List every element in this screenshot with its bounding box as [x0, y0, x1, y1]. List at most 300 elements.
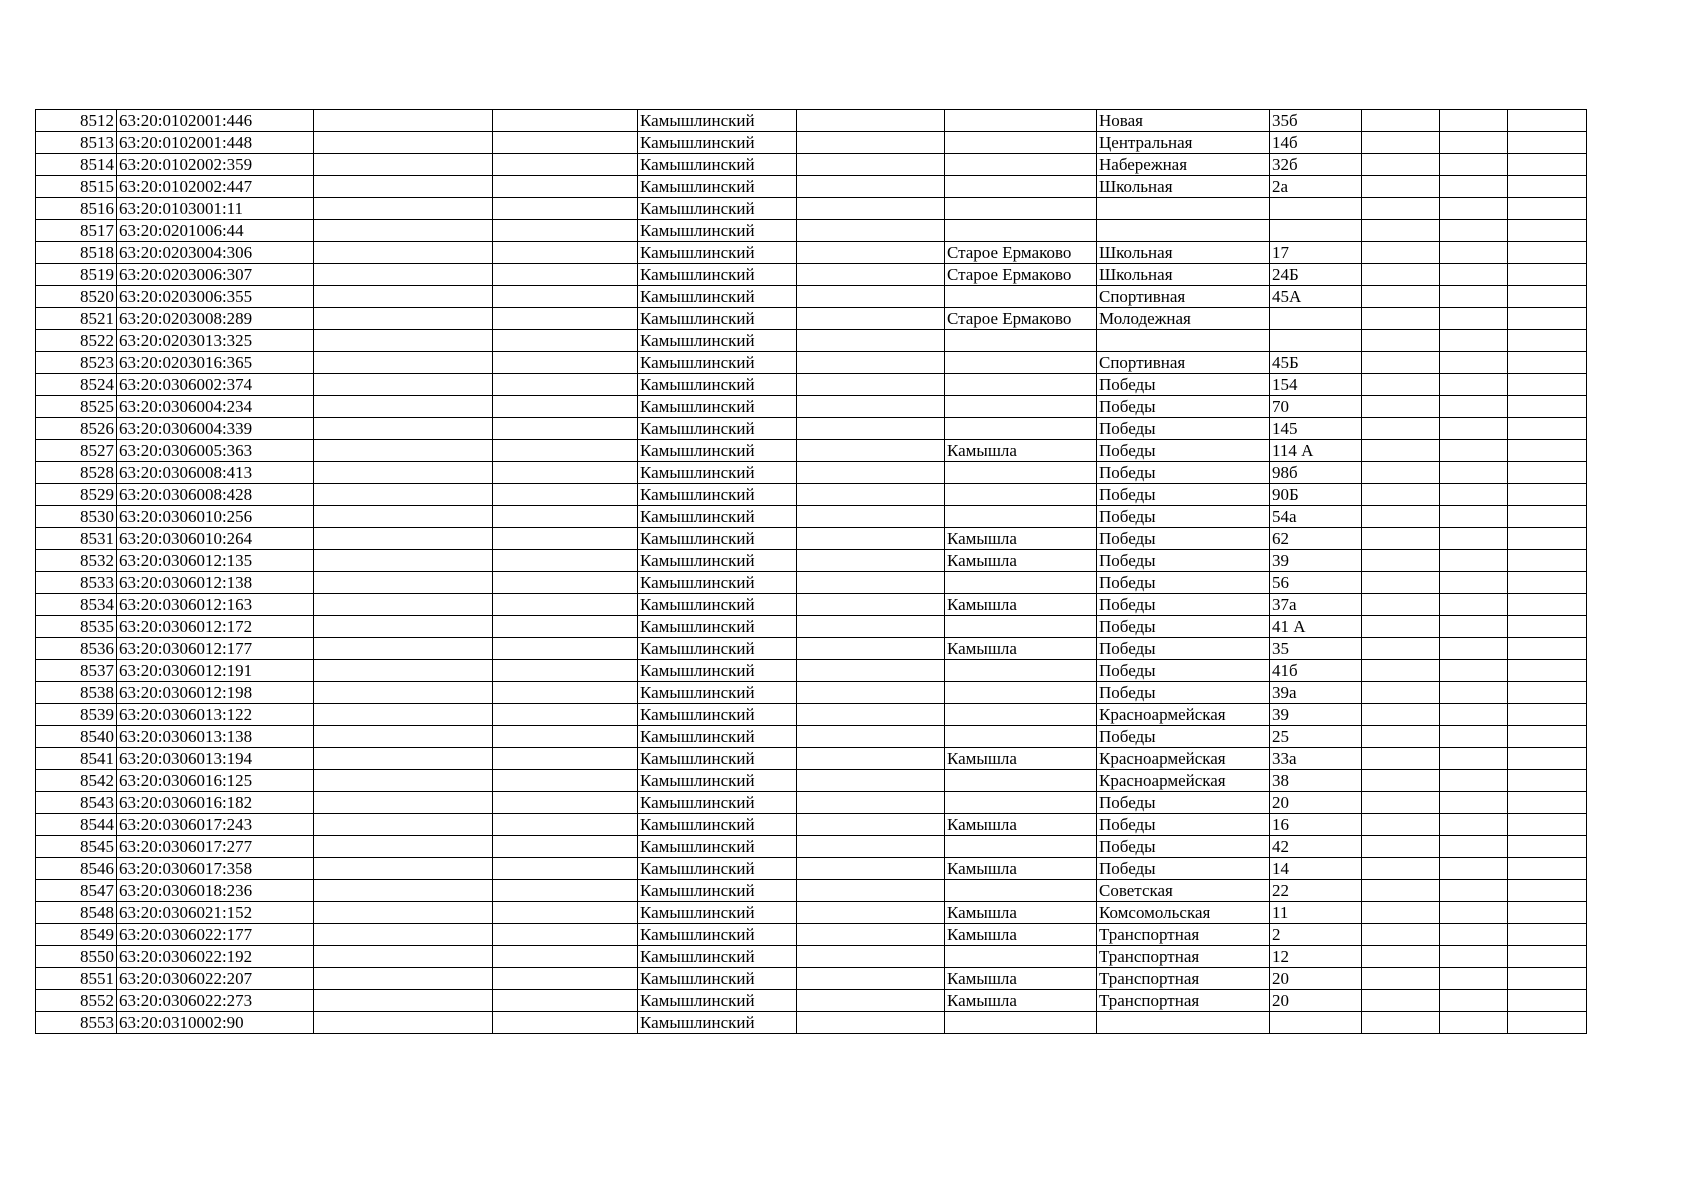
empty-cell	[314, 968, 493, 990]
cadastral-number-cell: 63:20:0306013:138	[117, 726, 314, 748]
empty-cell	[1440, 352, 1508, 374]
district-cell: Камышлинский	[638, 242, 797, 264]
empty-cell	[314, 506, 493, 528]
cadastral-number-cell: 63:20:0203008:289	[117, 308, 314, 330]
row-number-cell: 8521	[36, 308, 117, 330]
street-cell: Школьная	[1097, 264, 1270, 286]
cadastral-number-cell: 63:20:0306022:192	[117, 946, 314, 968]
cadastral-number-cell: 63:20:0306022:177	[117, 924, 314, 946]
empty-cell	[1440, 704, 1508, 726]
empty-cell	[1362, 308, 1440, 330]
empty-cell	[314, 1012, 493, 1034]
row-number-cell: 8516	[36, 198, 117, 220]
table-row	[36, 660, 1587, 682]
empty-cell	[1508, 396, 1587, 418]
empty-cell	[797, 308, 945, 330]
district-cell: Камышлинский	[638, 704, 797, 726]
street-cell: Победы	[1097, 550, 1270, 572]
house-number-cell: 33а	[1270, 748, 1362, 770]
empty-cell	[1508, 968, 1587, 990]
empty-cell	[314, 792, 493, 814]
locality-cell	[945, 836, 1097, 858]
empty-cell	[314, 572, 493, 594]
empty-cell	[493, 396, 638, 418]
table-row	[36, 440, 1587, 462]
empty-cell	[797, 110, 945, 132]
house-number-cell: 39а	[1270, 682, 1362, 704]
locality-cell	[945, 792, 1097, 814]
empty-cell	[1440, 220, 1508, 242]
house-number-cell: 2а	[1270, 176, 1362, 198]
house-number-cell: 41б	[1270, 660, 1362, 682]
district-cell: Камышлинский	[638, 902, 797, 924]
empty-cell	[797, 902, 945, 924]
cadastral-number-cell: 63:20:0201006:44	[117, 220, 314, 242]
locality-cell	[945, 880, 1097, 902]
empty-cell	[1508, 902, 1587, 924]
empty-cell	[1362, 1012, 1440, 1034]
empty-cell	[797, 550, 945, 572]
empty-cell	[1440, 616, 1508, 638]
table-row	[36, 946, 1587, 968]
empty-cell	[314, 264, 493, 286]
row-number-cell: 8530	[36, 506, 117, 528]
row-number-cell: 8534	[36, 594, 117, 616]
empty-cell	[493, 132, 638, 154]
empty-cell	[1362, 484, 1440, 506]
cadastral-number-cell: 63:20:0203016:365	[117, 352, 314, 374]
empty-cell	[1508, 616, 1587, 638]
cadastral-number-cell: 63:20:0306004:234	[117, 396, 314, 418]
locality-cell	[945, 770, 1097, 792]
table-row	[36, 286, 1587, 308]
empty-cell	[1508, 660, 1587, 682]
empty-cell	[1362, 792, 1440, 814]
empty-cell	[1508, 220, 1587, 242]
empty-cell	[797, 264, 945, 286]
locality-cell	[945, 572, 1097, 594]
empty-cell	[1508, 264, 1587, 286]
street-cell: Победы	[1097, 638, 1270, 660]
street-cell: Победы	[1097, 616, 1270, 638]
empty-cell	[797, 836, 945, 858]
empty-cell	[493, 726, 638, 748]
locality-cell	[945, 418, 1097, 440]
row-number-cell: 8526	[36, 418, 117, 440]
street-cell	[1097, 1012, 1270, 1034]
row-number-cell: 8544	[36, 814, 117, 836]
cadastral-number-cell: 63:20:0306012:172	[117, 616, 314, 638]
cadastral-number-cell: 63:20:0306016:125	[117, 770, 314, 792]
empty-cell	[493, 704, 638, 726]
empty-cell	[797, 814, 945, 836]
empty-cell	[493, 638, 638, 660]
street-cell: Победы	[1097, 374, 1270, 396]
empty-cell	[314, 594, 493, 616]
empty-cell	[314, 418, 493, 440]
empty-cell	[1440, 726, 1508, 748]
row-number-cell: 8540	[36, 726, 117, 748]
cadastral-number-cell: 63:20:0306017:243	[117, 814, 314, 836]
empty-cell	[797, 484, 945, 506]
district-cell: Камышлинский	[638, 770, 797, 792]
empty-cell	[1440, 770, 1508, 792]
house-number-cell: 35б	[1270, 110, 1362, 132]
cadastral-number-cell: 63:20:0306013:122	[117, 704, 314, 726]
empty-cell	[1362, 880, 1440, 902]
locality-cell: Камышла	[945, 814, 1097, 836]
table-row	[36, 704, 1587, 726]
locality-cell: Камышла	[945, 440, 1097, 462]
table-row	[36, 836, 1587, 858]
district-cell: Камышлинский	[638, 132, 797, 154]
cadastral-register-table	[35, 109, 1587, 1034]
empty-cell	[1508, 462, 1587, 484]
row-number-cell: 8524	[36, 374, 117, 396]
empty-cell	[1508, 308, 1587, 330]
empty-cell	[1362, 902, 1440, 924]
empty-cell	[1362, 264, 1440, 286]
empty-cell	[1440, 880, 1508, 902]
row-number-cell: 8552	[36, 990, 117, 1012]
empty-cell	[1362, 682, 1440, 704]
empty-cell	[493, 110, 638, 132]
house-number-cell	[1270, 220, 1362, 242]
locality-cell: Камышла	[945, 748, 1097, 770]
empty-cell	[1362, 352, 1440, 374]
empty-cell	[1508, 836, 1587, 858]
table-row	[36, 858, 1587, 880]
house-number-cell: 24Б	[1270, 264, 1362, 286]
empty-cell	[797, 220, 945, 242]
empty-cell	[314, 242, 493, 264]
street-cell	[1097, 198, 1270, 220]
empty-cell	[1362, 550, 1440, 572]
empty-cell	[314, 902, 493, 924]
cadastral-number-cell: 63:20:0306022:273	[117, 990, 314, 1012]
street-cell: Комсомольская	[1097, 902, 1270, 924]
table-row	[36, 1012, 1587, 1034]
district-cell: Камышлинский	[638, 836, 797, 858]
empty-cell	[314, 176, 493, 198]
district-cell: Камышлинский	[638, 616, 797, 638]
table-row	[36, 726, 1587, 748]
cadastral-number-cell: 63:20:0306021:152	[117, 902, 314, 924]
empty-cell	[1362, 924, 1440, 946]
locality-cell	[945, 330, 1097, 352]
table-row	[36, 528, 1587, 550]
cadastral-number-cell: 63:20:0306018:236	[117, 880, 314, 902]
row-number-cell: 8535	[36, 616, 117, 638]
empty-cell	[1440, 836, 1508, 858]
empty-cell	[1362, 110, 1440, 132]
table-row	[36, 374, 1587, 396]
row-number-cell: 8546	[36, 858, 117, 880]
empty-cell	[797, 352, 945, 374]
register-sheet	[35, 109, 1587, 1034]
empty-cell	[1362, 440, 1440, 462]
table-row	[36, 594, 1587, 616]
house-number-cell	[1270, 330, 1362, 352]
district-cell: Камышлинский	[638, 924, 797, 946]
district-cell: Камышлинский	[638, 286, 797, 308]
empty-cell	[314, 726, 493, 748]
street-cell: Центральная	[1097, 132, 1270, 154]
street-cell: Молодежная	[1097, 308, 1270, 330]
house-number-cell: 14б	[1270, 132, 1362, 154]
empty-cell	[493, 550, 638, 572]
row-number-cell: 8539	[36, 704, 117, 726]
row-number-cell: 8542	[36, 770, 117, 792]
district-cell: Камышлинский	[638, 440, 797, 462]
table-row	[36, 990, 1587, 1012]
locality-cell	[945, 484, 1097, 506]
row-number-cell: 8514	[36, 154, 117, 176]
empty-cell	[1440, 814, 1508, 836]
street-cell: Победы	[1097, 814, 1270, 836]
table-row	[36, 418, 1587, 440]
empty-cell	[797, 748, 945, 770]
empty-cell	[493, 902, 638, 924]
empty-cell	[1440, 132, 1508, 154]
empty-cell	[1440, 946, 1508, 968]
empty-cell	[1440, 176, 1508, 198]
locality-cell: Камышла	[945, 902, 1097, 924]
district-cell: Камышлинский	[638, 638, 797, 660]
empty-cell	[1440, 286, 1508, 308]
street-cell: Победы	[1097, 572, 1270, 594]
locality-cell	[945, 946, 1097, 968]
empty-cell	[493, 924, 638, 946]
empty-cell	[1440, 528, 1508, 550]
empty-cell	[797, 682, 945, 704]
empty-cell	[1508, 924, 1587, 946]
empty-cell	[493, 440, 638, 462]
house-number-cell: 37а	[1270, 594, 1362, 616]
cadastral-number-cell: 63:20:0102001:446	[117, 110, 314, 132]
cadastral-number-cell: 63:20:0203013:325	[117, 330, 314, 352]
empty-cell	[314, 220, 493, 242]
district-cell: Камышлинский	[638, 946, 797, 968]
empty-cell	[1440, 550, 1508, 572]
cadastral-number-cell: 63:20:0310002:90	[117, 1012, 314, 1034]
empty-cell	[314, 616, 493, 638]
locality-cell	[945, 220, 1097, 242]
empty-cell	[1508, 484, 1587, 506]
empty-cell	[797, 374, 945, 396]
table-row	[36, 968, 1587, 990]
locality-cell	[945, 726, 1097, 748]
district-cell: Камышлинский	[638, 748, 797, 770]
street-cell: Победы	[1097, 462, 1270, 484]
house-number-cell: 54а	[1270, 506, 1362, 528]
table-body	[36, 110, 1587, 1034]
empty-cell	[1362, 704, 1440, 726]
empty-cell	[493, 968, 638, 990]
locality-cell	[945, 1012, 1097, 1034]
row-number-cell: 8538	[36, 682, 117, 704]
empty-cell	[1362, 836, 1440, 858]
empty-cell	[1440, 154, 1508, 176]
empty-cell	[493, 418, 638, 440]
district-cell: Камышлинский	[638, 968, 797, 990]
empty-cell	[1440, 594, 1508, 616]
empty-cell	[1440, 242, 1508, 264]
street-cell: Победы	[1097, 484, 1270, 506]
street-cell: Красноармейская	[1097, 748, 1270, 770]
empty-cell	[1508, 550, 1587, 572]
empty-cell	[493, 990, 638, 1012]
locality-cell: Камышла	[945, 968, 1097, 990]
empty-cell	[1440, 792, 1508, 814]
cadastral-number-cell: 63:20:0306002:374	[117, 374, 314, 396]
empty-cell	[1362, 330, 1440, 352]
empty-cell	[1508, 440, 1587, 462]
table-row	[36, 484, 1587, 506]
empty-cell	[1362, 616, 1440, 638]
street-cell: Победы	[1097, 594, 1270, 616]
cadastral-number-cell: 63:20:0203004:306	[117, 242, 314, 264]
table-row	[36, 462, 1587, 484]
street-cell: Победы	[1097, 418, 1270, 440]
house-number-cell: 12	[1270, 946, 1362, 968]
cadastral-number-cell: 63:20:0306004:339	[117, 418, 314, 440]
street-cell	[1097, 220, 1270, 242]
house-number-cell: 32б	[1270, 154, 1362, 176]
cadastral-number-cell: 63:20:0306012:135	[117, 550, 314, 572]
empty-cell	[1362, 858, 1440, 880]
empty-cell	[797, 616, 945, 638]
table-row	[36, 132, 1587, 154]
empty-cell	[493, 748, 638, 770]
empty-cell	[314, 484, 493, 506]
cadastral-number-cell: 63:20:0306010:256	[117, 506, 314, 528]
district-cell: Камышлинский	[638, 506, 797, 528]
empty-cell	[1362, 220, 1440, 242]
empty-cell	[314, 946, 493, 968]
street-cell: Советская	[1097, 880, 1270, 902]
empty-cell	[1362, 286, 1440, 308]
empty-cell	[797, 242, 945, 264]
row-number-cell: 8513	[36, 132, 117, 154]
cadastral-number-cell: 63:20:0306013:194	[117, 748, 314, 770]
empty-cell	[1508, 638, 1587, 660]
empty-cell	[797, 330, 945, 352]
house-number-cell: 41 А	[1270, 616, 1362, 638]
empty-cell	[1508, 374, 1587, 396]
empty-cell	[1362, 528, 1440, 550]
locality-cell	[945, 396, 1097, 418]
empty-cell	[797, 770, 945, 792]
empty-cell	[1508, 1012, 1587, 1034]
empty-cell	[1440, 198, 1508, 220]
empty-cell	[1440, 902, 1508, 924]
house-number-cell: 20	[1270, 968, 1362, 990]
empty-cell	[1440, 308, 1508, 330]
empty-cell	[1362, 946, 1440, 968]
empty-cell	[797, 880, 945, 902]
empty-cell	[493, 528, 638, 550]
empty-cell	[797, 418, 945, 440]
empty-cell	[493, 858, 638, 880]
empty-cell	[1362, 968, 1440, 990]
table-row	[36, 396, 1587, 418]
row-number-cell: 8512	[36, 110, 117, 132]
cadastral-number-cell: 63:20:0102001:448	[117, 132, 314, 154]
empty-cell	[1508, 286, 1587, 308]
table-row	[36, 572, 1587, 594]
table-row	[36, 330, 1587, 352]
empty-cell	[797, 990, 945, 1012]
empty-cell	[314, 198, 493, 220]
street-cell: Набережная	[1097, 154, 1270, 176]
table-row	[36, 550, 1587, 572]
empty-cell	[314, 396, 493, 418]
locality-cell	[945, 616, 1097, 638]
street-cell: Победы	[1097, 858, 1270, 880]
empty-cell	[1440, 418, 1508, 440]
row-number-cell: 8536	[36, 638, 117, 660]
empty-cell	[1508, 594, 1587, 616]
row-number-cell: 8547	[36, 880, 117, 902]
empty-cell	[1362, 462, 1440, 484]
empty-cell	[1440, 1012, 1508, 1034]
table-row	[36, 748, 1587, 770]
house-number-cell	[1270, 1012, 1362, 1034]
empty-cell	[797, 924, 945, 946]
empty-cell	[1362, 418, 1440, 440]
house-number-cell: 154	[1270, 374, 1362, 396]
empty-cell	[493, 352, 638, 374]
cadastral-number-cell: 63:20:0102002:447	[117, 176, 314, 198]
row-number-cell: 8518	[36, 242, 117, 264]
empty-cell	[493, 198, 638, 220]
empty-cell	[1508, 880, 1587, 902]
row-number-cell: 8531	[36, 528, 117, 550]
cadastral-number-cell: 63:20:0203006:307	[117, 264, 314, 286]
row-number-cell: 8522	[36, 330, 117, 352]
street-cell: Новая	[1097, 110, 1270, 132]
house-number-cell: 25	[1270, 726, 1362, 748]
empty-cell	[1440, 858, 1508, 880]
empty-cell	[1362, 132, 1440, 154]
district-cell: Камышлинский	[638, 220, 797, 242]
empty-cell	[797, 198, 945, 220]
table-row	[36, 198, 1587, 220]
table-row	[36, 220, 1587, 242]
district-cell: Камышлинский	[638, 198, 797, 220]
street-cell: Победы	[1097, 792, 1270, 814]
empty-cell	[314, 154, 493, 176]
locality-cell: Камышла	[945, 924, 1097, 946]
cadastral-number-cell: 63:20:0102002:359	[117, 154, 314, 176]
empty-cell	[493, 660, 638, 682]
district-cell: Камышлинский	[638, 374, 797, 396]
empty-cell	[314, 132, 493, 154]
empty-cell	[314, 682, 493, 704]
cadastral-number-cell: 63:20:0306008:413	[117, 462, 314, 484]
locality-cell: Камышла	[945, 990, 1097, 1012]
house-number-cell: 45Б	[1270, 352, 1362, 374]
empty-cell	[797, 396, 945, 418]
locality-cell	[945, 352, 1097, 374]
district-cell: Камышлинский	[638, 418, 797, 440]
empty-cell	[493, 374, 638, 396]
empty-cell	[797, 638, 945, 660]
empty-cell	[1440, 462, 1508, 484]
district-cell: Камышлинский	[638, 572, 797, 594]
empty-cell	[314, 990, 493, 1012]
